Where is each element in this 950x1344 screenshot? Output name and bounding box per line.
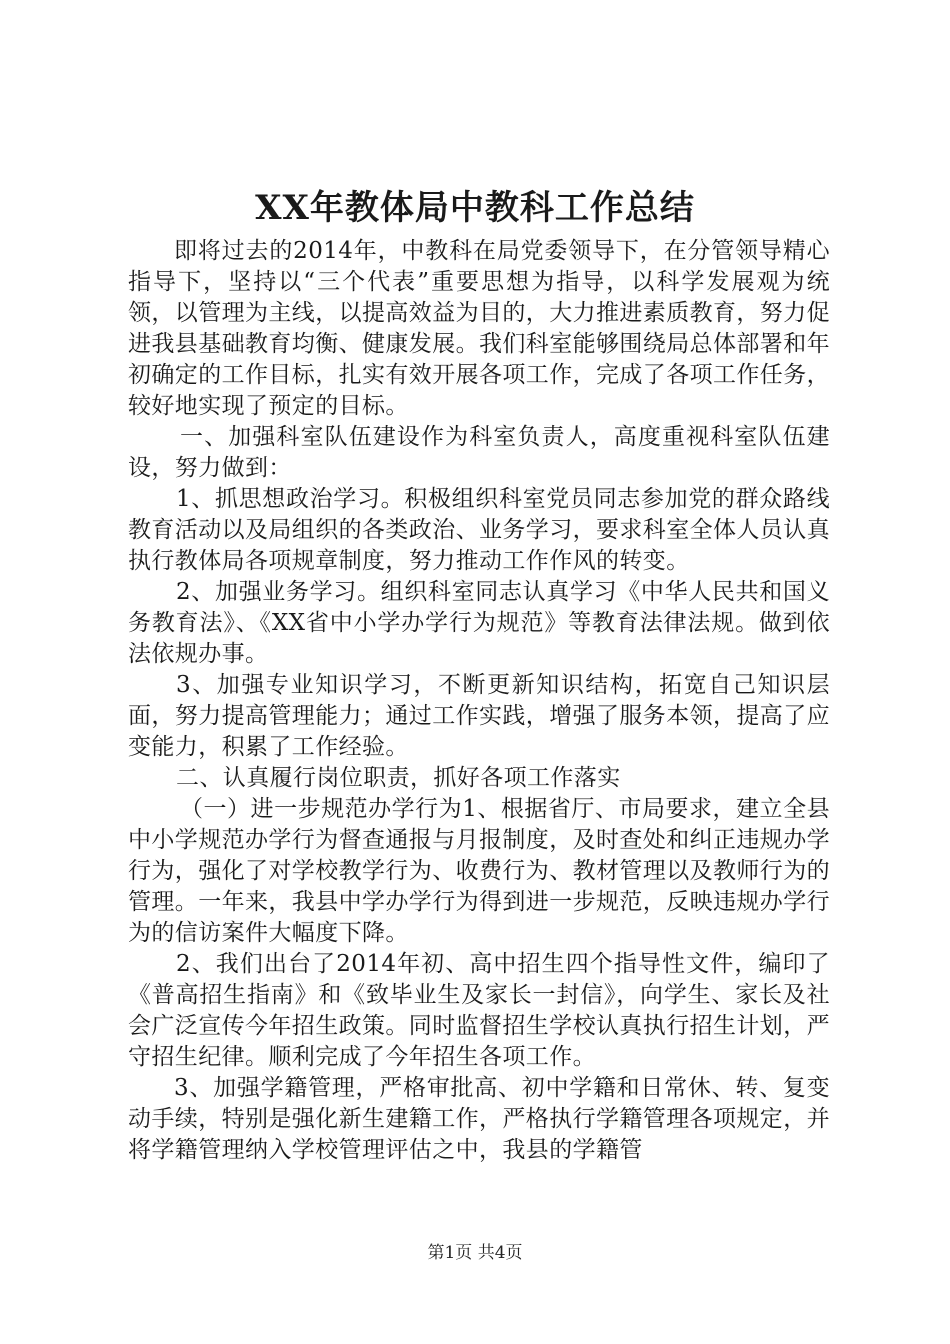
page-number: 第1页 共4页: [427, 1243, 523, 1263]
paragraph-item-2-2: 2、我们出台了2014年初、高中招生四个指导性文件，编印了《普高招生指南》和《致毕业生及家长一封信》，向学生、家长及社会广泛宣传今年招生政策。同时监督招生学校认真执行招生计划，严守招生纪律。顺利完成了今年招生各项工作。: [128, 951, 830, 1070]
paragraph-item-1-1: 1、抓思想政治学习。积极组织科室党员同志参加党的群众路线教育活动以及局组织的各类政治、业务学习，要求科室全体人员认真执行教体局各项规章制度，努力推动工作作风的转变。: [128, 486, 830, 574]
paragraph-item-1-3: 3、加强专业知识学习，不断更新知识结构，拓宽自己知识层面，努力提高管理能力；通过工作实践，增强了服务本领，提高了应变能力，积累了工作经验。: [128, 672, 830, 760]
paragraph-item-2-3: 3、加强学籍管理，严格审批高、初中学籍和日常休、转、复变动手续，特别是强化新生建籍工作，严格执行学籍管理各项规定，并将学籍管理纳入学校管理评估之中，我县的学籍管: [128, 1075, 830, 1163]
document-title: XX年教体局中教科工作总结: [255, 188, 695, 228]
paragraph-intro: 即将过去的2014年，中教科在局党委领导下，在分管领导精心指导下，坚持以“三个代表”重要思想为指导，以科学发展观为统领，以管理为主线，以提高效益为目的，大力推进素质教育，努力促进我县基础教育均衡、健康发展。我们科室能够围绕局总体部署和年初确定的工作目标，扎实有效开展各项工作，完成了各项工作任务，较好地实现了预定的目标。: [128, 238, 830, 419]
paragraph-section-2: 二、认真履行岗位职责，抓好各项工作落实: [176, 765, 621, 791]
paragraph-section-1: 一、加强科室队伍建设作为科室负责人，高度重视科室队伍建设，努力做到：: [128, 424, 830, 481]
document-body: [128, 236, 830, 1166]
paragraph-item-2-1: （一）进一步规范办学行为1、根据省厅、市局要求，建立全县中小学规范办学行为督查通报与月报制度，及时查处和纠正违规办学行为，强化了对学校教学行为、收费行为、教材管理以及教师行为的管理。一年来，我县中学办学行为得到进一步规范，反映违规办学行为的信访案件大幅度下降。: [128, 796, 830, 946]
paragraph-item-1-2: 2、加强业务学习。组织科室同志认真学习《中华人民共和国义务教育法》、《XX省中小学办学行为规范》等教育法律法规。做到依法依规办事。: [128, 579, 830, 667]
